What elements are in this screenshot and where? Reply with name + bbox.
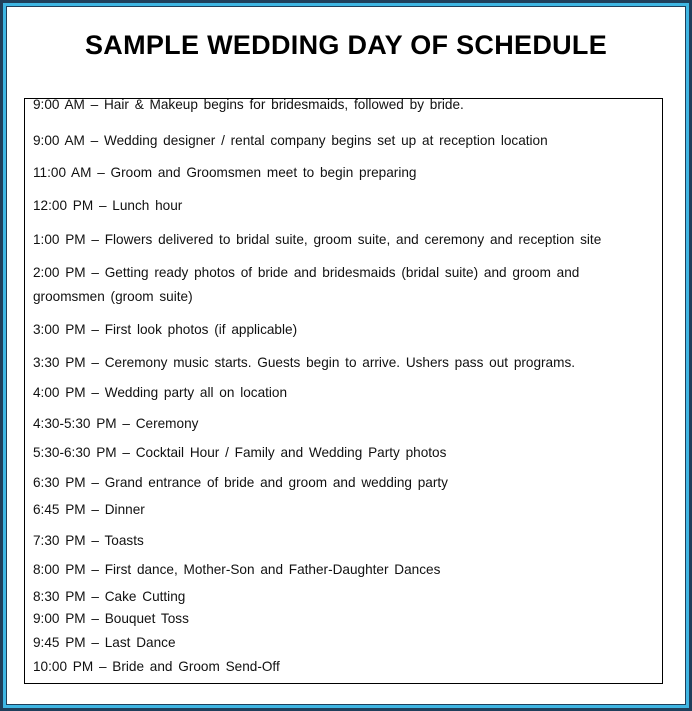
schedule-item: 8:30 PM – Cake Cutting — [33, 589, 186, 604]
schedule-item: 6:45 PM – Dinner — [33, 502, 145, 517]
schedule-item: 4:30-5:30 PM – Ceremony — [33, 416, 199, 431]
schedule-item: 7:30 PM – Toasts — [33, 533, 144, 548]
page-title: SAMPLE WEDDING DAY OF SCHEDULE — [84, 30, 608, 60]
schedule-item: 9:00 AM – Wedding designer / rental company begins set up at reception location — [33, 133, 548, 148]
schedule-item: 2:00 PM – Getting ready photos of bride and bridesmaids (bridal suite) and groom and groomsmen (groom suite) — [33, 265, 580, 304]
schedule-list — [24, 98, 663, 684]
schedule-item: 8:00 PM – First dance, Mother-Son and Father-Daughter Dances — [33, 562, 441, 577]
schedule-item: 1:00 PM – Flowers delivered to bridal suite, groom suite, and ceremony and reception site — [33, 232, 602, 247]
schedule-item: 4:00 PM – Wedding party all on location — [33, 385, 288, 400]
schedule-item: 5:30-6:30 PM – Cocktail Hour / Family and Wedding Party photos — [33, 445, 447, 460]
schedule-item: 10:00 PM – Bride and Groom Send-Off — [33, 659, 280, 674]
schedule-item: 9:45 PM – Last Dance — [33, 635, 176, 650]
schedule-item: 3:30 PM – Ceremony music starts. Guests begin to arrive. Ushers pass out programs. — [33, 355, 576, 370]
schedule-item: 6:30 PM – Grand entrance of bride and groom and wedding party — [33, 475, 448, 490]
schedule-item: 3:00 PM – First look photos (if applicable) — [33, 322, 298, 337]
schedule-item: 9:00 PM – Bouquet Toss — [33, 611, 189, 626]
schedule-item: 9:00 AM – Hair & Makeup begins for bridesmaids, followed by bride. — [33, 97, 464, 112]
schedule-item: 12:00 PM – Lunch hour — [33, 198, 183, 213]
schedule-item: 11:00 AM – Groom and Groomsmen meet to begin preparing — [33, 165, 417, 180]
